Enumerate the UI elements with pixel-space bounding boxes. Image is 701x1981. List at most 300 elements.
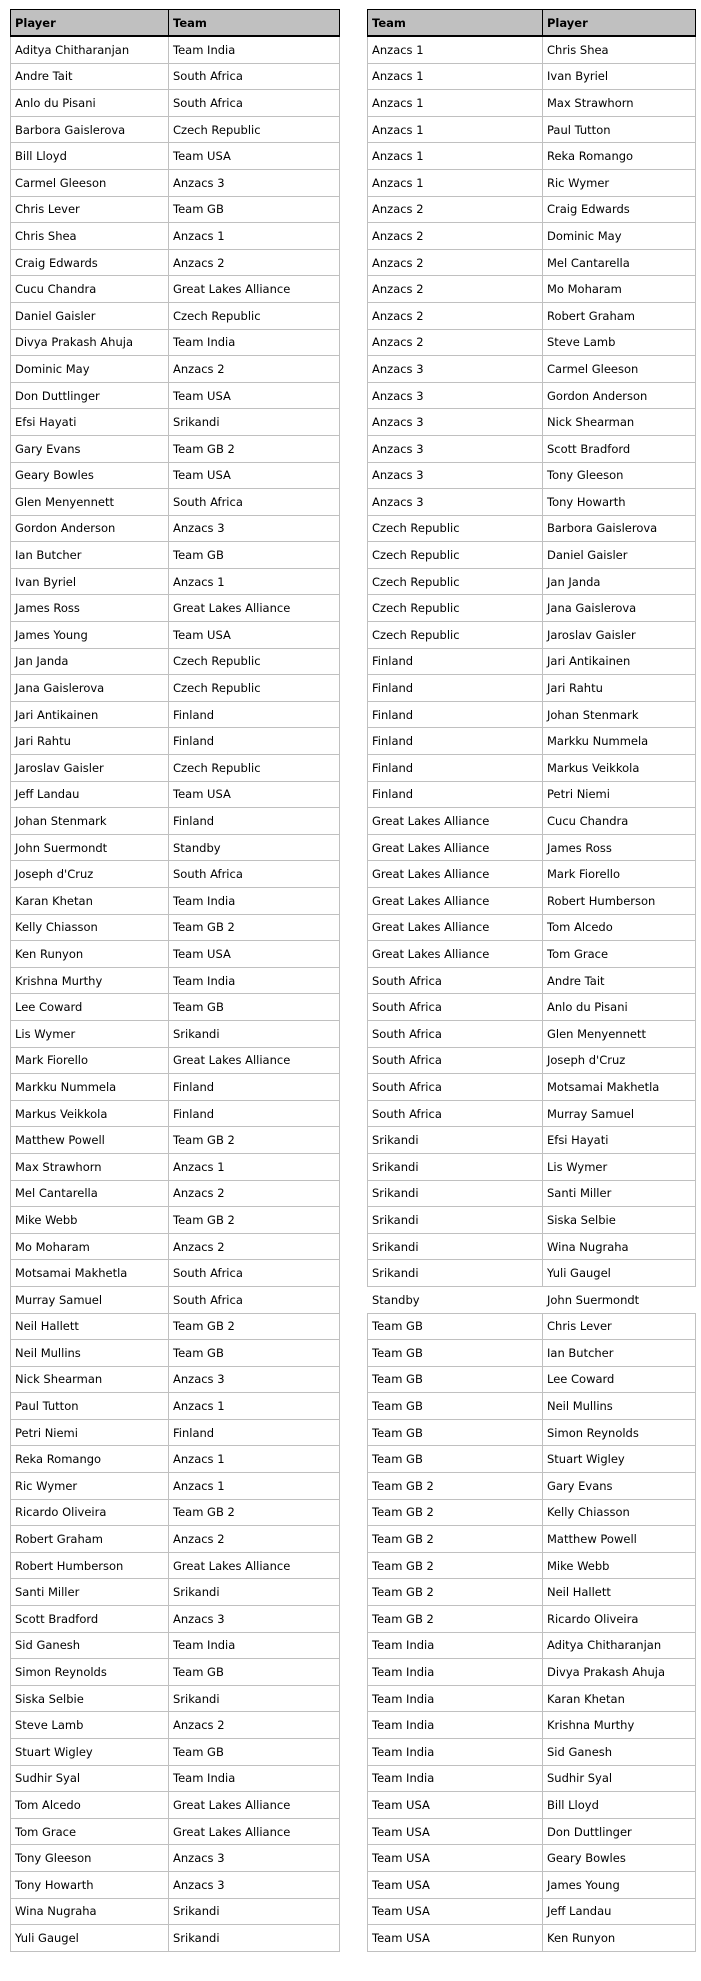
team-cell: Anzacs 3 (169, 169, 340, 196)
team-cell: Team GB (368, 1446, 543, 1473)
team-cell: Finland (368, 675, 543, 702)
table-row (11, 1366, 340, 1393)
team-cell: South Africa (368, 1020, 543, 1047)
team-cell: South Africa (169, 63, 340, 90)
table-row (11, 63, 340, 90)
player-cell: Wina Nugraha (543, 1233, 696, 1260)
header-row (368, 10, 696, 37)
table-row (368, 1685, 696, 1712)
team-cell: Team GB 2 (169, 1207, 340, 1234)
table-row (11, 1393, 340, 1420)
team-cell: Team USA (169, 143, 340, 170)
column-header-team: Team (169, 10, 340, 37)
table-row (11, 1925, 340, 1952)
team-cell: Great Lakes Alliance (169, 1047, 340, 1074)
table-row (11, 568, 340, 595)
player-cell: Reka Romango (543, 143, 696, 170)
team-cell: Czech Republic (169, 755, 340, 782)
player-cell: Mark Fiorello (11, 1047, 169, 1074)
team-cell: Team India (368, 1739, 543, 1766)
team-cell: Team GB (169, 994, 340, 1021)
team-cell: Finland (169, 1100, 340, 1127)
team-cell: Srikandi (169, 409, 340, 436)
player-cell: Ian Butcher (543, 1340, 696, 1367)
team-cell: Team India (169, 1632, 340, 1659)
player-cell: Kelly Chiasson (543, 1499, 696, 1526)
team-cell: Team India (368, 1712, 543, 1739)
team-cell: Team USA (368, 1898, 543, 1925)
table-row (11, 1127, 340, 1154)
team-cell: South Africa (169, 861, 340, 888)
table-row (368, 941, 696, 968)
player-cell: Petri Niemi (543, 781, 696, 808)
table-row (368, 861, 696, 888)
player-cell: Siska Selbie (11, 1685, 169, 1712)
table-row (368, 462, 696, 489)
player-cell: Neil Mullins (11, 1340, 169, 1367)
player-cell: Markku Nummela (11, 1074, 169, 1101)
player-cell: Mike Webb (11, 1207, 169, 1234)
team-cell: Anzacs 1 (368, 143, 543, 170)
player-cell: Jari Antikainen (11, 701, 169, 728)
player-cell: Tony Gleeson (543, 462, 696, 489)
team-cell: Team India (368, 1765, 543, 1792)
team-cell: South Africa (169, 1286, 340, 1313)
team-cell: Team GB (169, 196, 340, 223)
table-row (368, 382, 696, 409)
team-cell: Srikandi (169, 1925, 340, 1952)
table-row (11, 382, 340, 409)
player-cell: Lee Coward (543, 1366, 696, 1393)
team-cell: Srikandi (368, 1153, 543, 1180)
team-cell: Team USA (169, 462, 340, 489)
team-cell: Srikandi (368, 1233, 543, 1260)
team-cell: Team GB 2 (169, 1499, 340, 1526)
team-cell: Finland (368, 781, 543, 808)
player-cell: Sudhir Syal (543, 1765, 696, 1792)
player-cell: James Ross (543, 834, 696, 861)
player-cell: Efsi Hayati (543, 1127, 696, 1154)
player-cell: Steve Lamb (543, 329, 696, 356)
team-cell: Team GB (368, 1340, 543, 1367)
team-cell: Team USA (368, 1845, 543, 1872)
player-cell: Mark Fiorello (543, 861, 696, 888)
team-cell: Great Lakes Alliance (368, 941, 543, 968)
team-cell: Finland (169, 701, 340, 728)
table-row (368, 1659, 696, 1686)
team-cell: South Africa (368, 1100, 543, 1127)
player-cell: Anlo du Pisani (543, 994, 696, 1021)
player-cell: Geary Bowles (543, 1845, 696, 1872)
team-cell: Anzacs 2 (368, 249, 543, 276)
player-cell: Tony Howarth (543, 489, 696, 516)
table-row (368, 1286, 696, 1313)
table-row (11, 515, 340, 542)
player-cell: Petri Niemi (11, 1419, 169, 1446)
player-cell: Neil Hallett (11, 1313, 169, 1340)
column-header-player: Player (11, 10, 169, 37)
player-cell: Jari Antikainen (543, 648, 696, 675)
team-cell: Finland (169, 728, 340, 755)
player-cell: Sid Ganesh (543, 1739, 696, 1766)
table-row (368, 1792, 696, 1819)
players-by-name-table (10, 9, 340, 1952)
team-cell: Anzacs 1 (368, 116, 543, 143)
player-cell: Tom Alcedo (11, 1792, 169, 1819)
team-cell: Czech Republic (169, 648, 340, 675)
column-header-player: Player (543, 10, 696, 37)
table-row (11, 1340, 340, 1367)
team-cell: Czech Republic (368, 515, 543, 542)
table-row (11, 755, 340, 782)
player-cell: Tony Howarth (11, 1871, 169, 1898)
player-cell: Chris Shea (543, 36, 696, 63)
player-cell: Nick Shearman (543, 409, 696, 436)
table-row (368, 781, 696, 808)
players-by-team-table (367, 9, 696, 1952)
table-row (11, 1712, 340, 1739)
team-cell: Team GB (368, 1313, 543, 1340)
player-cell: Cucu Chandra (543, 808, 696, 835)
table-row (368, 1579, 696, 1606)
table-row (368, 1020, 696, 1047)
table-row (11, 435, 340, 462)
player-cell: Glen Menyennett (11, 489, 169, 516)
player-cell: Chris Lever (11, 196, 169, 223)
team-cell: Team GB (368, 1419, 543, 1446)
table-row (368, 701, 696, 728)
table-row (368, 489, 696, 516)
team-cell: Team USA (169, 622, 340, 649)
table-row (368, 1393, 696, 1420)
player-cell: Sid Ganesh (11, 1632, 169, 1659)
team-cell: Anzacs 3 (368, 489, 543, 516)
player-cell: Neil Hallett (543, 1579, 696, 1606)
table-row (368, 888, 696, 915)
team-cell: South Africa (368, 1074, 543, 1101)
player-cell: Don Duttlinger (11, 382, 169, 409)
team-cell: Standby (169, 834, 340, 861)
team-cell: Finland (368, 701, 543, 728)
table-row (11, 90, 340, 117)
team-cell: Great Lakes Alliance (368, 861, 543, 888)
team-cell: Srikandi (368, 1127, 543, 1154)
table-row (368, 1340, 696, 1367)
player-cell: Kelly Chiasson (11, 914, 169, 941)
team-cell: Great Lakes Alliance (169, 1818, 340, 1845)
player-cell: Lee Coward (11, 994, 169, 1021)
table-body (368, 36, 696, 1951)
team-cell: Anzacs 2 (368, 223, 543, 250)
player-cell: Robert Graham (543, 302, 696, 329)
table-row (11, 36, 340, 63)
team-cell: Team USA (169, 941, 340, 968)
table-row (11, 1632, 340, 1659)
table-row (11, 1659, 340, 1686)
table-row (368, 622, 696, 649)
team-cell: Team GB (169, 542, 340, 569)
team-cell: Team GB (368, 1366, 543, 1393)
team-cell: Anzacs 1 (169, 1393, 340, 1420)
player-cell: Karan Khetan (543, 1685, 696, 1712)
table-row (11, 1898, 340, 1925)
player-cell: Jari Rahtu (543, 675, 696, 702)
table-row (368, 435, 696, 462)
table-row (11, 781, 340, 808)
player-cell: Simon Reynolds (11, 1659, 169, 1686)
player-cell: Chris Lever (543, 1313, 696, 1340)
player-cell: Murray Samuel (543, 1100, 696, 1127)
team-cell: Team GB (169, 1340, 340, 1367)
team-cell: Team GB 2 (368, 1579, 543, 1606)
table-row (368, 1074, 696, 1101)
team-cell: Team GB 2 (368, 1526, 543, 1553)
team-cell: Team GB (169, 1739, 340, 1766)
team-cell: Great Lakes Alliance (368, 808, 543, 835)
table-row (368, 1712, 696, 1739)
player-cell: Johan Stenmark (543, 701, 696, 728)
player-cell: Gary Evans (11, 435, 169, 462)
table-row (368, 169, 696, 196)
team-cell: Anzacs 3 (169, 1845, 340, 1872)
team-cell: Srikandi (169, 1685, 340, 1712)
team-cell: Anzacs 1 (368, 63, 543, 90)
table-row (368, 1765, 696, 1792)
table-row (11, 1100, 340, 1127)
team-cell: Srikandi (368, 1180, 543, 1207)
table-row (11, 169, 340, 196)
table-row (368, 675, 696, 702)
table-row (11, 489, 340, 516)
player-cell: Motsamai Makhetla (11, 1260, 169, 1287)
player-cell: Aditya Chitharanjan (543, 1632, 696, 1659)
table-row (368, 808, 696, 835)
table-row (11, 1685, 340, 1712)
player-cell: Anlo du Pisani (11, 90, 169, 117)
table-row (368, 409, 696, 436)
player-cell: Cucu Chandra (11, 276, 169, 303)
player-cell: Bill Lloyd (11, 143, 169, 170)
team-cell: Anzacs 2 (368, 302, 543, 329)
team-cell: Anzacs 3 (169, 515, 340, 542)
player-cell: Tom Alcedo (543, 914, 696, 941)
table-row (368, 1925, 696, 1952)
player-cell: Divya Prakash Ahuja (543, 1659, 696, 1686)
team-cell: Czech Republic (169, 116, 340, 143)
player-cell: Krishna Murthy (543, 1712, 696, 1739)
team-cell: Czech Republic (368, 542, 543, 569)
table-row (368, 967, 696, 994)
player-cell: Steve Lamb (11, 1712, 169, 1739)
player-cell: Max Strawhorn (11, 1153, 169, 1180)
team-cell: Anzacs 3 (368, 462, 543, 489)
table-row (368, 90, 696, 117)
player-cell: Daniel Gaisler (11, 302, 169, 329)
table-row (368, 1207, 696, 1234)
player-cell: Ivan Byriel (543, 63, 696, 90)
team-cell: South Africa (368, 1047, 543, 1074)
table-row (368, 1233, 696, 1260)
table-row (368, 834, 696, 861)
table-row (368, 1871, 696, 1898)
player-cell: James Ross (11, 595, 169, 622)
team-cell: Czech Republic (169, 675, 340, 702)
table-row (368, 1499, 696, 1526)
team-cell: Team India (169, 967, 340, 994)
table-row (368, 1366, 696, 1393)
team-cell: South Africa (169, 1260, 340, 1287)
table-row (368, 329, 696, 356)
team-cell: Great Lakes Alliance (368, 914, 543, 941)
table-row (11, 1180, 340, 1207)
table-row (368, 1127, 696, 1154)
team-cell: Finland (169, 1074, 340, 1101)
table-row (11, 675, 340, 702)
table-row (11, 1792, 340, 1819)
player-cell: Siska Selbie (543, 1207, 696, 1234)
table-row (368, 143, 696, 170)
player-cell: Mel Cantarella (11, 1180, 169, 1207)
player-cell: Mo Moharam (11, 1233, 169, 1260)
table-row (368, 1473, 696, 1500)
table-row (11, 701, 340, 728)
team-cell: Czech Republic (368, 622, 543, 649)
table-row (11, 834, 340, 861)
table-row (11, 595, 340, 622)
table-row (11, 1473, 340, 1500)
player-cell: Scott Bradford (543, 435, 696, 462)
column-header-team: Team (368, 10, 543, 37)
table-row (368, 116, 696, 143)
table-row (11, 914, 340, 941)
team-cell: Anzacs 2 (368, 276, 543, 303)
team-cell: Anzacs 2 (169, 1526, 340, 1553)
player-cell: Jan Janda (11, 648, 169, 675)
player-cell: Stuart Wigley (11, 1739, 169, 1766)
table-row (11, 1765, 340, 1792)
table-row (11, 808, 340, 835)
team-cell: Anzacs 1 (169, 568, 340, 595)
table-row (368, 223, 696, 250)
header-row (11, 10, 340, 37)
table-row (368, 1739, 696, 1766)
table-row (368, 648, 696, 675)
player-cell: Tom Grace (11, 1818, 169, 1845)
player-cell: Robert Humberson (543, 888, 696, 915)
team-cell: Anzacs 3 (368, 356, 543, 383)
player-cell: Jaroslav Gaisler (11, 755, 169, 782)
team-cell: Anzacs 2 (169, 1712, 340, 1739)
team-cell: Team India (169, 888, 340, 915)
team-cell: Team India (368, 1659, 543, 1686)
table-row (11, 728, 340, 755)
player-cell: Jaroslav Gaisler (543, 622, 696, 649)
team-cell: South Africa (368, 967, 543, 994)
table-row (368, 1818, 696, 1845)
table-row (368, 595, 696, 622)
player-cell: Simon Reynolds (543, 1419, 696, 1446)
table-row (11, 1207, 340, 1234)
player-cell: Gordon Anderson (543, 382, 696, 409)
player-cell: James Young (543, 1871, 696, 1898)
player-cell: Markus Veikkola (543, 755, 696, 782)
table-row (11, 1233, 340, 1260)
team-cell: Great Lakes Alliance (169, 1792, 340, 1819)
player-cell: Robert Graham (11, 1526, 169, 1553)
table-row (11, 648, 340, 675)
table-row (368, 1552, 696, 1579)
player-cell: Matthew Powell (543, 1526, 696, 1553)
player-cell: Andre Tait (543, 967, 696, 994)
team-cell: Great Lakes Alliance (169, 1552, 340, 1579)
team-cell: Team GB 2 (368, 1499, 543, 1526)
player-cell: Santi Miller (543, 1180, 696, 1207)
table-row (11, 1074, 340, 1101)
team-cell: Team USA (169, 382, 340, 409)
table-row (11, 1419, 340, 1446)
player-cell: Krishna Murthy (11, 967, 169, 994)
team-cell: Team USA (368, 1871, 543, 1898)
player-cell: Robert Humberson (11, 1552, 169, 1579)
team-cell: Anzacs 3 (169, 1606, 340, 1633)
table-row (368, 1047, 696, 1074)
player-cell: Murray Samuel (11, 1286, 169, 1313)
table-row (368, 1632, 696, 1659)
team-cell: Anzacs 1 (368, 90, 543, 117)
team-cell: Anzacs 2 (169, 249, 340, 276)
team-cell: Anzacs 1 (169, 1153, 340, 1180)
player-cell: Lis Wymer (11, 1020, 169, 1047)
team-cell: Anzacs 3 (169, 1366, 340, 1393)
player-cell: Stuart Wigley (543, 1446, 696, 1473)
team-cell: Srikandi (169, 1020, 340, 1047)
player-cell: Johan Stenmark (11, 808, 169, 835)
player-cell: Gary Evans (543, 1473, 696, 1500)
player-cell: Lis Wymer (543, 1153, 696, 1180)
team-cell: Great Lakes Alliance (169, 276, 340, 303)
player-cell: Ivan Byriel (11, 568, 169, 595)
player-cell: Don Duttlinger (543, 1818, 696, 1845)
player-cell: Neil Mullins (543, 1393, 696, 1420)
table-row (11, 1260, 340, 1287)
team-cell: Team USA (169, 781, 340, 808)
table-row (368, 1180, 696, 1207)
player-cell: Carmel Gleeson (543, 356, 696, 383)
player-cell: Craig Edwards (543, 196, 696, 223)
team-cell: Srikandi (368, 1260, 543, 1287)
team-cell: Team GB 2 (169, 1127, 340, 1154)
team-cell: Czech Republic (368, 568, 543, 595)
player-cell: Ricardo Oliveira (543, 1606, 696, 1633)
team-cell: Great Lakes Alliance (368, 888, 543, 915)
team-cell: Team GB 2 (368, 1473, 543, 1500)
team-cell: Anzacs 1 (368, 36, 543, 63)
table-row (11, 116, 340, 143)
player-cell: Gordon Anderson (11, 515, 169, 542)
player-cell: Mike Webb (543, 1552, 696, 1579)
table-row (11, 409, 340, 436)
table-row (11, 196, 340, 223)
player-cell: Aditya Chitharanjan (11, 36, 169, 63)
table-row (11, 1313, 340, 1340)
team-cell: Great Lakes Alliance (368, 834, 543, 861)
table-row (368, 356, 696, 383)
table-row (11, 967, 340, 994)
table-row (11, 249, 340, 276)
table-row (368, 63, 696, 90)
player-cell: Markku Nummela (543, 728, 696, 755)
table-row (11, 1739, 340, 1766)
